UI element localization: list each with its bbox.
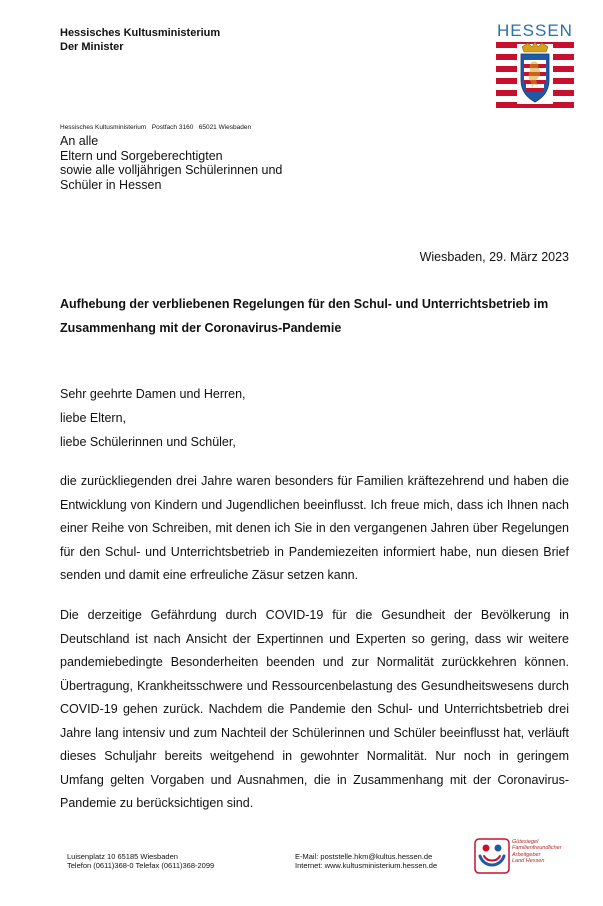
salutation <box>60 382 246 454</box>
recipient-line: Schüler in Hessen <box>60 177 162 192</box>
sender-block <box>60 26 220 54</box>
seal-line: Familienfreundlicher <box>512 845 562 852</box>
family-seal-icon <box>474 838 510 874</box>
hessen-logo <box>496 22 574 115</box>
return-address: Hessisches Kultusministerium Postfach 3160 65021 Wiesbaden <box>60 124 252 131</box>
recipient-line: sowie alle volljährigen Schülerinnen und <box>60 163 283 177</box>
letter-subject: Aufhebung der verbliebenen Regelungen für den Schul- und Unterrichtsbetrieb im Zusammenhang mit der Coronavirus-Pandemie <box>60 297 549 335</box>
footer-contact <box>295 852 437 870</box>
recipient-line: Eltern und Sorgeberechtigten <box>60 148 223 163</box>
sender-minister: Der Minister <box>60 41 124 53</box>
body-paragraph-1: die zurückliegenden drei Jahre waren besonders für Familien kräftezehrend und haben die Entwicklung von Kindern und Jugendlichen beeinflusst. Ich freue mich, dass ich Ihnen nach einer Reihe von Schreiben, mit denen ich Sie in den vergangenen Jahren über Regelungen für den Schul- und Unterrichtsbetrieb in Pandemiezeiten informiert habe, nun diesen Brief senden und damit eine erfreuliche Zäsur setzen kann. <box>60 474 569 582</box>
footer-street: Luisenplatz 10 65185 Wiesbaden <box>67 852 178 861</box>
family-friendly-employer-seal <box>474 836 574 876</box>
hessen-coat-of-arms-icon <box>496 40 574 110</box>
letter-date: Wiesbaden, 29. März 2023 <box>419 250 569 264</box>
footer-phone: Telefon (0611)368-0 Telefax (0611)368-2099 <box>67 861 215 870</box>
footer-email: E-Mail: poststelle.hkm@kultus.hessen.de <box>295 852 433 861</box>
recipient-line: An alle <box>60 134 99 148</box>
seal-line: Arbeitgeber <box>512 851 541 858</box>
footer-internet: Internet: www.kultusministerium.hessen.de <box>295 861 438 870</box>
salutation-line: Sehr geehrte Damen und Herren, <box>60 387 246 401</box>
salutation-line: liebe Eltern, <box>60 411 127 425</box>
seal-line: Land Hessen <box>512 858 545 865</box>
footer-address <box>67 852 214 870</box>
sender-ministry: Hessisches Kultusministerium <box>60 27 221 39</box>
body-paragraph-2: Die derzeitige Gefährdung durch COVID-19 für die Gesundheit der Bevölkerung in Deutschland ist nach Ansicht der Expertinnen und Experten so gering, dass wir weitere pandemiebedingte Besonderheiten beenden und zur Normalität zurückkehren können. Übertragung, Krankheitsschwere und Ressourcenbelastung des Gesundheitswesens durch COVID-19 gehen zurück. Nachdem die Pandemie den Schul- und Unterrichtsbetrieb drei Jahre lang intensiv und zum Nachteil der Schülerinnen und Schüler beeinflusst hat, verläuft dieses Schuljahr bereits weitgehend in gewohnter Normalität. Nur noch in geringem Umfang gelten Vorgaben und Ausnahmen, die in Zusammenhang mit der Coronavirus-Pandemie zu berücksichtigen sind. <box>60 608 569 810</box>
recipient-block <box>60 134 282 192</box>
salutation-line: liebe Schülerinnen und Schüler, <box>60 435 236 449</box>
seal-text <box>512 839 562 865</box>
seal-line: Gütesiegel <box>512 839 539 845</box>
hessen-logo-text: HESSEN <box>497 21 573 40</box>
